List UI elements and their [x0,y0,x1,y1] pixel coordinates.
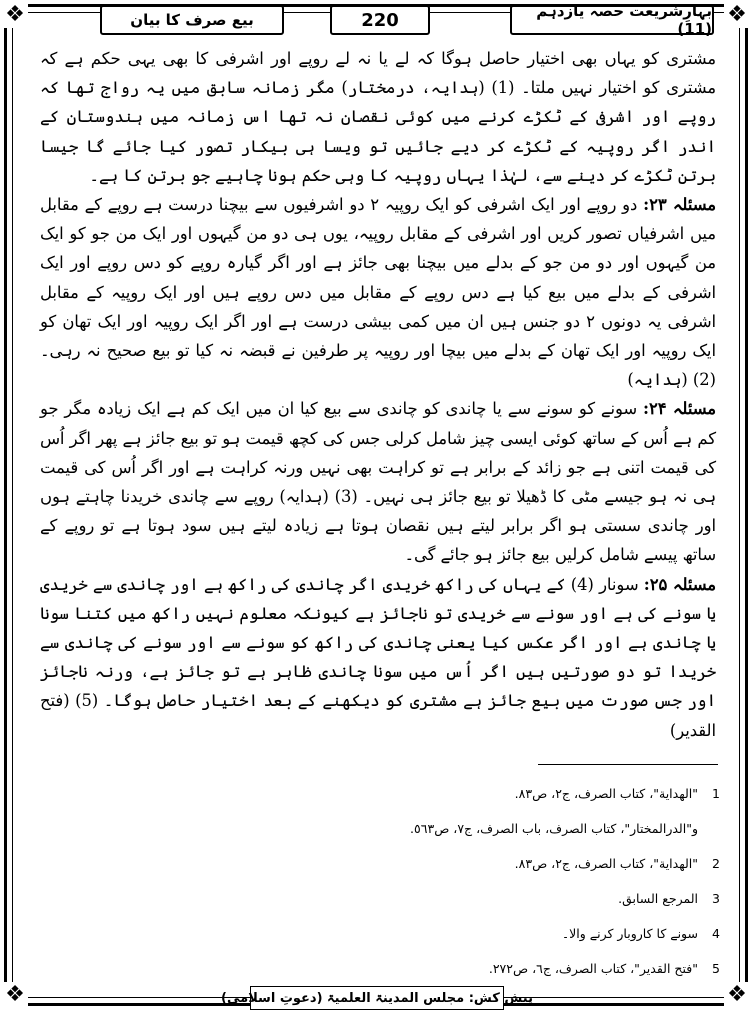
paragraph [40,394,716,569]
masala-label: مسئلہ ۲۳: [643,195,716,215]
book-title: بہارِشریعت حصہ یازدہم (11) [510,5,714,35]
footnote [260,811,720,846]
corner-ornament-icon: ❖ [2,2,28,28]
page-number: 220 [330,5,430,35]
masala-label: مسئلہ ۲۴: [642,399,716,419]
paragraph-text: سونے کو سونے سے یا چاندی کو چاندی سے بیع کیا ان میں ایک کم ہے ایک زیادہ مگر جو کم ہے اُس کے ساتھ کوئی ایسی چیز شامل کرلی جس کی کچھ قیمت ہو تو بیع جائز ہے پھر اگر اُس کی قیمت اتنی ہے جو زائد کے برابر ہے تو کراہت بھی نہیں ورنہ کراہت ہے اور اگر اُس کی قیمت ہی نہ ہو جیسے مٹی کا ڈھیلا تو بیع جائز ہی نہیں۔ (3) (ہدایہ) روپے سے چاندی خریدنا چاہتے ہوں اور چاندی سستی ہو اگر برابر لیتے ہیں نقصان ہوتا ہے زیادہ لیتے ہیں سود ہوتا ہے تو روپے کے ساتھ پیسے شامل کرلیں بیع جائز ہو جائے گی۔ [40,399,716,565]
footnote-text: "الهداية"، كتاب الصرف، ج٢، ص٨٣. [514,856,698,871]
footnote [260,951,720,986]
publisher-footer: پیش کش: مجلس المدینۃ العلمیۃ (دعوتِ اسلامی) [250,986,504,1010]
footnote-divider [538,764,718,765]
paragraph-text: سونار (4) کے یہاں کی راکھ خریدی اگر چاندی کی راکھ ہے اور چاندی سے خریدی یا سونے کی ہے اور سونے سے خریدی تو ناجائز ہے کیونکہ معلوم نہیں راکھ میں کتنا سونا یا چاندی ہے اور اگر عکس کیا یعنی چاندی کی راکھ کو سونے سے اور سونے کی چاندی سے خریدا تو دو صورتیں ہیں اگر اُس میں سونا چاندی ظاہر ہے تو جائز ہے، ورنہ ناجائز اور جس صورت میں بیع جائز ہے مشتری کو دیکھنے کے بعد اختیار حاصل ہوگا۔ (5) (فتح القدیر) [40,574,716,740]
main-text [40,44,716,745]
page-header [30,2,722,38]
paragraph [40,570,716,745]
paragraph [40,190,716,394]
footnote-text: و"الدرالمختار"، كتاب الصرف، باب الصرف، ج٧، ص٥٦٣. [410,821,698,836]
corner-ornament-icon: ❖ [2,982,28,1008]
footnote-text: "الهداية"، كتاب الصرف، ج٢، ص٨٣. [514,786,698,801]
paragraph-text: دو روپے اور ایک اشرفی کو ایک روپیہ ۲ دو اشرفیوں سے بیچنا درست ہے روپے کے مقابل میں اشرفیاں تصور کریں اور اشرفی کے مقابل روپیہ، یوں ہی دو من گیہوں اور ایک من جو کو ایک من گیہوں اور دو من جو کے بدلے میں بیچنا بھی جائز ہے اور اگر گیارہ روپے کو دس روپے اور ایک اشرفی کے بدلے میں بیع کیا ہے دس روپے کے مقابل میں دس روپے ہیں اور ایک روپیہ کے مقابل اشرفی یہ دونوں ۲ دو جنس ہیں ان میں کمی بیشی درست ہے اور اگر ایک روپیہ اور ایک تھان کو ایک روپیہ اور ایک تھان کے بدلے میں بیچا اور روپیہ پر طرفین نے قبضہ نہ کیا تو بیع صحیح نہ رہی۔ (2) (ہدایہ) [40,195,716,390]
footnote [260,881,720,916]
masala-label: مسئلہ ۲۵: [643,574,717,594]
footnote [260,776,720,811]
footnote-text: المرجع السابق. [618,891,698,906]
footnote-number: 2 [712,856,720,871]
footnote-number: 1 [712,786,720,801]
footnote-number: 5 [712,961,720,976]
corner-ornament-icon: ❖ [724,2,750,28]
footnote-number: 4 [712,926,720,941]
corner-ornament-icon: ❖ [724,982,750,1008]
paragraph-text: مشتری کو یہاں بھی اختیار حاصل ہوگا کہ لے یا نہ لے روپے اور اشرفی کا بھی یہی حکم ہے کہ مشتری کو اختیار نہیں ملتا۔ (1) (ہدایہ، درمختار) مگر زمانہ سابق میں یہ رواج تھا کہ روپے اور اشرفی کے ٹکڑے کرنے میں کوئی نقصان نہ تھا اس زمانہ میں ہندوستان کے اندر اگر روپیہ کے ٹکڑے کر دیے جائیں تو ویسا ہی بیکار تصور کیا جائے گا جیسا برتن ٹکڑے کر دینے سے، لہٰذا یہاں روپیہ کا وہی حکم ہونا چاہیے جو برتن کا ہے۔ [40,49,716,185]
footnote [260,846,720,881]
footnote-text: سونے کا کاروبار کرنے والا۔ [561,926,698,941]
footnote-number: 3 [712,891,720,906]
paragraph [40,44,716,190]
footnotes [260,776,720,986]
chapter-title: بیع صرف کا بیان [100,5,284,35]
footnote [260,916,720,951]
footnote-text: "فتح القدير"، كتاب الصرف، ج٦، ص٢٧٢. [488,961,698,976]
